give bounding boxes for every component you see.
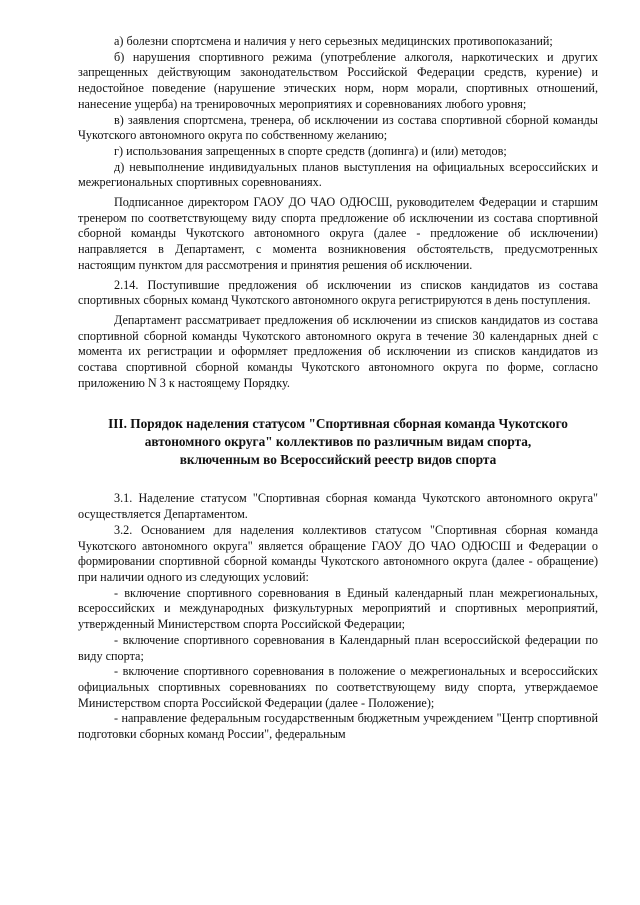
section-3-heading	[78, 415, 598, 469]
clause-3-2: 3.2. Основанием для наделения коллективов статусом "Спортивная сборная команда Чукотского автономного округа" является обращение ГАОУ ДО ЧАО ОДЮСШ и Федерации о формировании спортивной сборной команды Чукотского автономного округа (далее - обращение) при наличии одного из следующих условий:	[78, 522, 598, 584]
section-3-heading-line-2: автономного округа" коллективов по различным видам спорта,	[144, 434, 532, 450]
clause-3-1: 3.1. Наделение статусом "Спортивная сборная команда Чукотского автономного округа" осуществляется Департаментом.	[78, 491, 598, 522]
condition-federation-calendar: - включение спортивного соревнования в Календарный план всероссийской федерации по виду спорта;	[78, 632, 598, 663]
clause-2-14: 2.14. Поступившие предложения об исключении из списков кандидатов из состава спортивных сборных команд Чукотского автономного округа регистрируются в день поступления.	[78, 277, 598, 308]
condition-regulation: - включение спортивного соревнования в положение о межрегиональных и всероссийских официальных спортивных соревнованиях по соответствующему виду спорта, утверждаемое Министерством спорта Российской Федерации (далее - Положение);	[78, 664, 598, 710]
exclusion-proposal-paragraph: Подписанное директором ГАОУ ДО ЧАО ОДЮСШ, руководителем Федерации и старшим тренером по соответствующему виду спорта предложение об исключении из состава спортивной сборной команды Чукотского автономного округа (далее - предложение об исключении) направляется в Департамент, с момента возникновения обстоятельств, предусмотренных настоящим пунктом для рассмотрения и принятия решения об исключении.	[78, 195, 598, 272]
section-3-heading-line-1: III. Порядок наделения статусом "Спортивная сборная команда Чукотского	[108, 416, 568, 432]
exclusion-reason-b: б) нарушения спортивного режима (употребление алкоголя, наркотических и других запрещенных действующим законодательством Российской Федерации средств, курение) и недостойное поведение (нарушение этических норм, норм морали, спортивных отношений, нанесение ущерба) на тренировочных мероприятиях и соревнованиях любого уровня;	[78, 49, 598, 111]
exclusion-reason-d: г) использования запрещенных в спорте средств (допинга) и (или) методов;	[114, 143, 507, 158]
document-page	[78, 34, 598, 743]
exclusion-reason-a: а) болезни спортсмена и наличия у него серьезных медицинских противопоказаний;	[114, 34, 553, 48]
section-3-heading-line-3: включенным во Всероссийский реестр видов спорта	[179, 452, 497, 468]
condition-direction: - направление федеральным государственным бюджетным учреждением "Центр спортивной подготовки сборных команд России", федеральным	[78, 711, 598, 742]
condition-unified-calendar: - включение спортивного соревнования в Единый календарный план межрегиональных, всероссийских и международных физкультурных мероприятий и спортивных мероприятий, утвержденный Министерством спорта Российской Федерации;	[78, 585, 598, 632]
exclusion-reason-e: д) невыполнение индивидуальных планов выступления на официальных всероссийских и межрегиональных спортивных соревнованиях.	[78, 159, 598, 190]
exclusion-reason-c: в) заявления спортсмена, тренера, об исключении из состава спортивной сборной команды Чукотского автономного округа по собственному желанию;	[78, 112, 598, 143]
department-review-paragraph: Департамент рассматривает предложения об исключении из списков кандидатов из состава спортивной сборной команды Чукотского автономного округа в течение 30 календарных дней с момента их регистрации и оформляет предложения об исключении из списков кандидатов из состава спортивной сборной команды Чукотского автономного округа по форме, согласно приложению N 3 к настоящему Порядку.	[78, 312, 598, 390]
